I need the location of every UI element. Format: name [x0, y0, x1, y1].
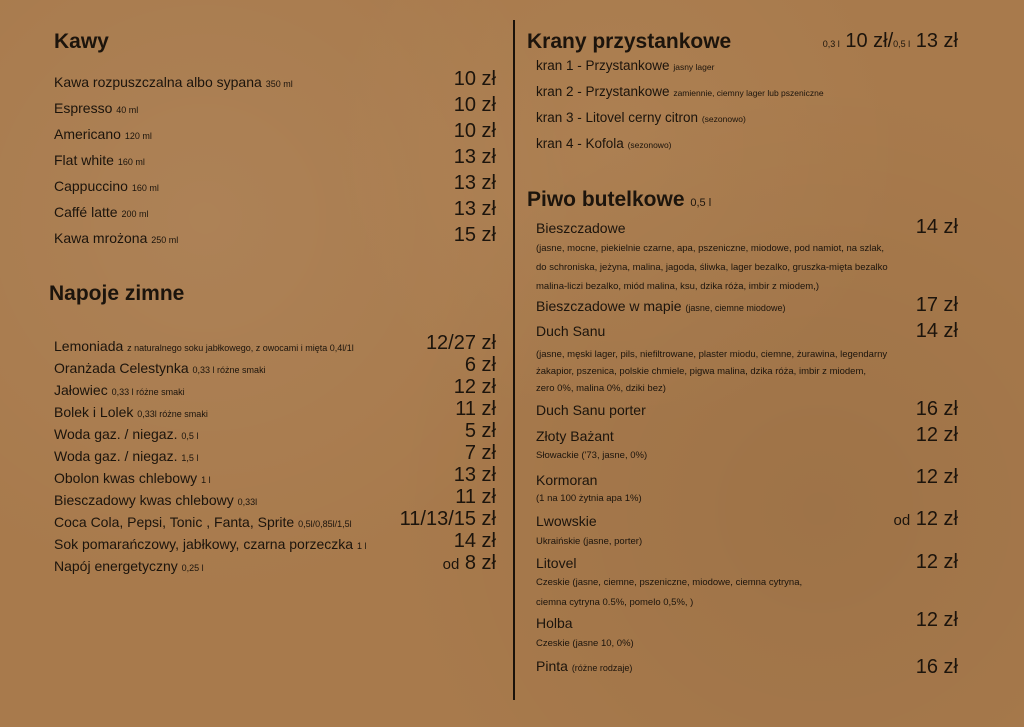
menu-item-price: 14 zł [453, 530, 496, 552]
menu-item-price: 12/27 zł [425, 332, 496, 354]
menu-item: Woda gaz. / niegaz. 1,5 l [54, 448, 199, 464]
menu-item-price: od 8 zł [442, 552, 496, 574]
menu-item: Biesczadowy kwas chlebowy 0,33l [54, 492, 258, 508]
menu-item: Bolek i Lolek 0,33l różne smaki [54, 404, 208, 420]
beer-price: 16 zł [915, 398, 958, 420]
menu-item-price: 11 zł [455, 486, 496, 508]
menu-item-price: 10 zł [453, 68, 496, 90]
beer-desc: Czeskie (jasne 10, 0%) [536, 638, 634, 649]
menu-item-price: 12 zł [453, 376, 496, 398]
beer-desc: ciemna cytryna 0.5%, pomelo 0,5%, ) [536, 597, 694, 608]
section-title-krany: Krany przystankowe [527, 30, 732, 53]
beer-desc: zero 0%, malina 0%, dziki bez) [536, 383, 666, 394]
section-title-kawy: Kawy [54, 30, 109, 53]
section-title-piwo: Piwo butelkowe 0,5 l [527, 188, 712, 211]
beer-desc: (jasne, mocne, piekielnie czarne, apa, pszeniczne, miodowe, pod namiot, na szlak, [536, 243, 884, 254]
menu-item: Flat white 160 ml [54, 152, 145, 168]
beer-desc: Ukraińskie (jasne, porter) [536, 536, 643, 547]
beer-price: 12 zł [915, 609, 958, 631]
tap-item: kran 3 - Litovel cerny citron (sezonowo) [536, 110, 746, 125]
menu-item: Sok pomarańczowy, jabłkowy, czarna porzeczka 1 l [54, 536, 367, 552]
beer-desc: malina-liczi bezalko, miód malina, ksu, dzika róża, imbir z miodem,) [536, 281, 819, 292]
tap-item: kran 1 - Przystankowe jasny lager [536, 58, 715, 73]
menu-item: Cappuccino 160 ml [54, 178, 159, 194]
menu-item: Caffé latte 200 ml [54, 204, 149, 220]
menu-item: Woda gaz. / niegaz. 0,5 l [54, 426, 199, 442]
beer-price: 12 zł [915, 466, 958, 488]
menu-item-price: 11 zł [455, 398, 496, 420]
menu-item: Jałowiec 0,33 l różne smaki [54, 382, 185, 398]
tap-item: kran 4 - Kofola (sezonowo) [536, 136, 672, 151]
menu-item-price: 13 zł [453, 464, 496, 486]
menu-item-price: 13 zł [453, 146, 496, 168]
beer-price: 14 zł [915, 216, 958, 238]
menu-item: Espresso 40 ml [54, 100, 139, 116]
menu-item-price: 13 zł [453, 198, 496, 220]
beer-item: Kormoran [536, 472, 598, 488]
krany-price: 0,3 l 10 zł/0,5 l 13 zł [822, 30, 958, 52]
beer-item: Duch Sanu [536, 323, 606, 339]
menu-item-price: 15 zł [453, 224, 496, 246]
menu-item-price: 10 zł [453, 120, 496, 142]
beer-item: Duch Sanu porter [536, 402, 646, 418]
beer-price: 17 zł [915, 294, 958, 316]
beer-item: Bieszczadowe [536, 220, 626, 236]
beer-price: 12 zł [915, 424, 958, 446]
beer-desc: żakapior, pszenica, polskie chmiele, pigwa malina, dzika róża, imbir z miodem, [536, 366, 866, 377]
menu-item: Kawa rozpuszczalna albo sypana 350 ml [54, 74, 293, 90]
menu-item: Lemoniada z naturalnego soku jabłkowego, z owocami i mięta 0,4l/1l [54, 338, 354, 354]
menu-item: Americano 120 ml [54, 126, 152, 142]
beer-item: Lwowskie [536, 513, 597, 529]
tap-item: kran 2 - Przystankowe zamiennie, ciemny lager lub pszeniczne [536, 84, 824, 99]
menu-item: Kawa mrożona 250 ml [54, 230, 179, 246]
beer-price: 14 zł [915, 320, 958, 342]
beer-item: Bieszczadowe w mapie (jasne, ciemne miodowe) [536, 298, 786, 314]
beer-price: 12 zł [915, 551, 958, 573]
beer-desc: Słowackie ('73, jasne, 0%) [536, 450, 648, 461]
beer-desc: do schroniska, jeżyna, malina, jagoda, śliwka, lager bezalko, gruszka-mięta bezalko [536, 262, 888, 273]
menu-item-price: 10 zł [453, 94, 496, 116]
beer-item: Pinta (różne rodzaje) [536, 658, 633, 674]
beer-price: 16 zł [915, 656, 958, 678]
menu-item-price: 13 zł [453, 172, 496, 194]
beer-desc: (jasne, męski lager, pils, niefiltrowane, plaster miodu, ciemne, żurawina, legendarny [536, 349, 888, 360]
menu-item: Napój energetyczny 0,25 l [54, 558, 204, 574]
menu-item-price: 7 zł [464, 442, 496, 464]
menu-item: Obolon kwas chlebowy 1 l [54, 470, 211, 486]
menu-item: Coca Cola, Pepsi, Tonic , Fanta, Sprite 0,5l/0,85l/1,5l [54, 514, 352, 530]
beer-item: Złoty Bażant [536, 428, 614, 444]
beer-price: od 12 zł [893, 508, 958, 530]
beer-item: Holba [536, 615, 573, 631]
column-divider [513, 20, 515, 700]
menu-item-price: 11/13/15 zł [399, 508, 496, 530]
menu-item: Oranżada Celestynka 0,33 l różne smaki [54, 360, 266, 376]
beer-item: Litovel [536, 555, 577, 571]
menu-item-price: 5 zł [464, 420, 496, 442]
section-title-napoje: Napoje zimne [49, 282, 185, 305]
beer-desc: Czeskie (jasne, ciemne, pszeniczne, miodowe, ciemna cytryna, [536, 577, 803, 588]
menu-item-price: 6 zł [464, 354, 496, 376]
beer-desc: (1 na 100 żytnia apa 1%) [536, 493, 642, 504]
